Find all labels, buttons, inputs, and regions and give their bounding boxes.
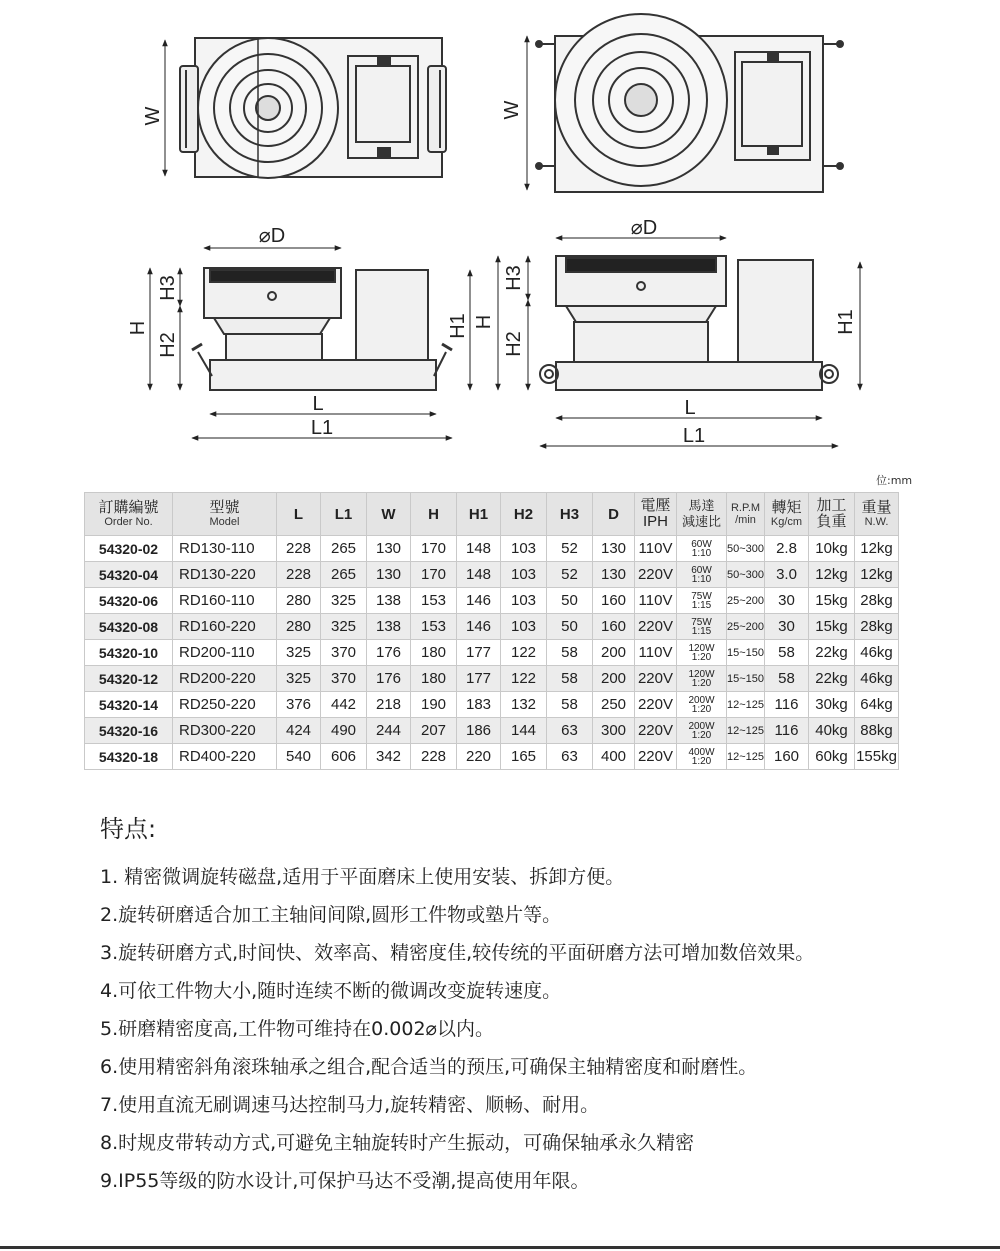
col-header-l1: L1 bbox=[321, 493, 367, 536]
col-header-h2: H2 bbox=[501, 493, 547, 536]
cell-d: 400 bbox=[593, 744, 635, 770]
cell-h3: 63 bbox=[547, 744, 593, 770]
top-view-small bbox=[180, 38, 446, 178]
cell-torque: 116 bbox=[765, 718, 809, 744]
cell-l1: 370 bbox=[321, 666, 367, 692]
cell-l: 376 bbox=[277, 692, 321, 718]
cell-d: 160 bbox=[593, 588, 635, 614]
motor-ratio: 1:15 bbox=[691, 625, 712, 637]
cell-h1: 177 bbox=[457, 640, 501, 666]
cell-h1: 183 bbox=[457, 692, 501, 718]
feature-item: 2.旋转研磨适合加工主轴间间隙,圆形工件物或塾片等。 bbox=[100, 904, 562, 926]
cell-order: 54320-16 bbox=[85, 718, 173, 744]
motor-ratio: 1:20 bbox=[691, 651, 712, 663]
motor-power: 120W bbox=[688, 668, 715, 680]
cell-h: 153 bbox=[411, 588, 457, 614]
cell-l: 280 bbox=[277, 614, 321, 640]
features-title: 特点: bbox=[100, 815, 157, 843]
dim-l-label: L bbox=[312, 393, 324, 415]
cell-h3: 58 bbox=[547, 692, 593, 718]
col-header-voltage: 電壓 IPH bbox=[635, 493, 677, 536]
features-section bbox=[100, 812, 980, 1200]
cell-h3: 63 bbox=[547, 718, 593, 744]
table-header-row bbox=[85, 493, 899, 536]
side-view-small bbox=[192, 268, 452, 390]
cell-h1: 148 bbox=[457, 536, 501, 562]
cell-h: 207 bbox=[411, 718, 457, 744]
col-header-load: 加工 負重 bbox=[809, 493, 855, 536]
cell-l: 280 bbox=[277, 588, 321, 614]
cell-weight: 46kg bbox=[855, 666, 899, 692]
cell-h2: 122 bbox=[501, 666, 547, 692]
cell-l1: 265 bbox=[321, 536, 367, 562]
cell-model: RD200-220 bbox=[173, 666, 277, 692]
table-row bbox=[85, 718, 899, 744]
cell-h3: 58 bbox=[547, 640, 593, 666]
table-row bbox=[85, 588, 899, 614]
col-header-h: H bbox=[411, 493, 457, 536]
cell-h3: 52 bbox=[547, 562, 593, 588]
cell-load: 15kg bbox=[809, 588, 855, 614]
col-header-weight: 重量 N.W. bbox=[855, 493, 899, 536]
motor-power: 400W bbox=[688, 746, 715, 758]
cell-motor bbox=[677, 718, 727, 744]
cell-w: 176 bbox=[367, 640, 411, 666]
motor-ratio: 1:10 bbox=[691, 547, 712, 559]
cell-h3: 52 bbox=[547, 536, 593, 562]
cell-motor bbox=[677, 744, 727, 770]
cell-weight: 12kg bbox=[855, 562, 899, 588]
motor-power: 75W bbox=[691, 590, 712, 602]
cell-motor bbox=[677, 614, 727, 640]
feature-item: 4.可依工件物大小,随时连续不断的微调改变旋转速度。 bbox=[100, 980, 562, 1002]
cell-order: 54320-08 bbox=[85, 614, 173, 640]
dim-l1-label: L1 bbox=[682, 425, 706, 447]
motor-power: 75W bbox=[691, 616, 712, 628]
cell-h2: 122 bbox=[501, 640, 547, 666]
cell-rpm: 12~125 bbox=[727, 692, 765, 718]
cell-motor bbox=[677, 666, 727, 692]
cell-motor bbox=[677, 640, 727, 666]
cell-load: 12kg bbox=[809, 562, 855, 588]
cell-h2: 103 bbox=[501, 562, 547, 588]
cell-torque: 116 bbox=[765, 692, 809, 718]
cell-order: 54320-10 bbox=[85, 640, 173, 666]
cell-torque: 3.0 bbox=[765, 562, 809, 588]
cell-w: 342 bbox=[367, 744, 411, 770]
cell-order: 54320-18 bbox=[85, 744, 173, 770]
cell-w: 176 bbox=[367, 666, 411, 692]
dim-h3-label: H3 bbox=[157, 275, 179, 301]
cell-torque: 58 bbox=[765, 666, 809, 692]
col-header-h1: H1 bbox=[457, 493, 501, 536]
cell-l1: 490 bbox=[321, 718, 367, 744]
cell-w: 138 bbox=[367, 614, 411, 640]
cell-torque: 30 bbox=[765, 614, 809, 640]
col-header-d: D bbox=[593, 493, 635, 536]
cell-weight: 46kg bbox=[855, 640, 899, 666]
cell-l: 228 bbox=[277, 562, 321, 588]
dim-h1-label: H1 bbox=[447, 313, 469, 339]
cell-voltage: 220V bbox=[635, 692, 677, 718]
dim-h-label: H bbox=[473, 314, 495, 330]
cell-w: 130 bbox=[367, 562, 411, 588]
dim-d-label: ⌀D bbox=[630, 217, 658, 239]
table-row bbox=[85, 614, 899, 640]
cell-l1: 606 bbox=[321, 744, 367, 770]
motor-ratio: 1:10 bbox=[691, 573, 712, 585]
cell-h2: 103 bbox=[501, 614, 547, 640]
dim-h2-label: H2 bbox=[503, 331, 525, 357]
cell-order: 54320-02 bbox=[85, 536, 173, 562]
cell-model: RD130-110 bbox=[173, 536, 277, 562]
motor-ratio: 1:20 bbox=[691, 755, 712, 767]
cell-w: 130 bbox=[367, 536, 411, 562]
feature-item: 8.时规皮带转动方式,可避免主轴旋转时产生振动，可确保轴承永久精密 bbox=[100, 1132, 695, 1154]
cell-torque: 2.8 bbox=[765, 536, 809, 562]
cell-weight: 12kg bbox=[855, 536, 899, 562]
cell-rpm: 25~200 bbox=[727, 614, 765, 640]
cell-load: 22kg bbox=[809, 666, 855, 692]
feature-item: 3.旋转研磨方式,时间快、效率高、精密度佳,较传统的平面研磨方法可增加数倍效果。 bbox=[100, 942, 815, 964]
table-row bbox=[85, 640, 899, 666]
cell-h2: 103 bbox=[501, 588, 547, 614]
cell-order: 54320-06 bbox=[85, 588, 173, 614]
cell-rpm: 12~125 bbox=[727, 718, 765, 744]
cell-model: RD160-110 bbox=[173, 588, 277, 614]
cell-load: 60kg bbox=[809, 744, 855, 770]
feature-item: 1. 精密微调旋转磁盘,适用于平面磨床上使用安装、拆卸方便。 bbox=[100, 866, 625, 888]
top-view-large-w-dim bbox=[501, 36, 527, 190]
cell-rpm: 15~150 bbox=[727, 666, 765, 692]
bottom-divider bbox=[0, 1246, 1000, 1249]
cell-h: 180 bbox=[411, 666, 457, 692]
cell-h2: 103 bbox=[501, 536, 547, 562]
table-row bbox=[85, 744, 899, 770]
cell-load: 22kg bbox=[809, 640, 855, 666]
cell-order: 54320-04 bbox=[85, 562, 173, 588]
dim-h2-label: H2 bbox=[157, 332, 179, 358]
table-row bbox=[85, 666, 899, 692]
motor-power: 120W bbox=[688, 642, 715, 654]
cell-h1: 146 bbox=[457, 614, 501, 640]
cell-rpm: 15~150 bbox=[727, 640, 765, 666]
col-header-motor: 馬達 減速比 bbox=[677, 493, 727, 536]
table-row bbox=[85, 692, 899, 718]
cell-w: 138 bbox=[367, 588, 411, 614]
col-header-w: W bbox=[367, 493, 411, 536]
cell-d: 200 bbox=[593, 666, 635, 692]
cell-l1: 370 bbox=[321, 640, 367, 666]
cell-h: 170 bbox=[411, 536, 457, 562]
top-view-small-w-dim bbox=[142, 40, 165, 176]
cell-h: 153 bbox=[411, 614, 457, 640]
col-header-h3: H3 bbox=[547, 493, 593, 536]
cell-l1: 265 bbox=[321, 562, 367, 588]
cell-order: 54320-12 bbox=[85, 666, 173, 692]
cell-voltage: 220V bbox=[635, 614, 677, 640]
col-header-model: 型號 Model bbox=[173, 493, 277, 536]
spec-table bbox=[84, 492, 899, 770]
cell-load: 15kg bbox=[809, 614, 855, 640]
cell-h1: 220 bbox=[457, 744, 501, 770]
motor-power: 200W bbox=[688, 720, 715, 732]
dim-h1-label: H1 bbox=[835, 309, 857, 335]
cell-d: 130 bbox=[593, 536, 635, 562]
cell-rpm: 25~200 bbox=[727, 588, 765, 614]
cell-model: RD160-220 bbox=[173, 614, 277, 640]
technical-drawings bbox=[0, 0, 1000, 470]
cell-h: 180 bbox=[411, 640, 457, 666]
cell-voltage: 220V bbox=[635, 562, 677, 588]
cell-weight: 28kg bbox=[855, 588, 899, 614]
motor-ratio: 1:20 bbox=[691, 703, 712, 715]
dim-d-label: ⌀D bbox=[258, 225, 286, 247]
table-row bbox=[85, 536, 899, 562]
dim-h-label: H bbox=[127, 320, 149, 336]
cell-weight: 64kg bbox=[855, 692, 899, 718]
cell-torque: 58 bbox=[765, 640, 809, 666]
dim-w-label: W bbox=[142, 106, 164, 126]
cell-l1: 325 bbox=[321, 588, 367, 614]
feature-item: 7.使用直流无刷调速马达控制马力,旋转精密、顺畅、耐用。 bbox=[100, 1094, 600, 1116]
table-row bbox=[85, 562, 899, 588]
cell-load: 40kg bbox=[809, 718, 855, 744]
cell-voltage: 220V bbox=[635, 744, 677, 770]
cell-l: 228 bbox=[277, 536, 321, 562]
col-header-order: 訂購編號 Order No. bbox=[85, 493, 173, 536]
motor-ratio: 1:20 bbox=[691, 677, 712, 689]
cell-h1: 146 bbox=[457, 588, 501, 614]
col-header-rpm: R.P.M /min bbox=[727, 493, 765, 536]
cell-l: 325 bbox=[277, 666, 321, 692]
cell-h3: 58 bbox=[547, 666, 593, 692]
cell-h2: 132 bbox=[501, 692, 547, 718]
cell-d: 160 bbox=[593, 614, 635, 640]
cell-h1: 148 bbox=[457, 562, 501, 588]
cell-model: RD200-110 bbox=[173, 640, 277, 666]
cell-h3: 50 bbox=[547, 588, 593, 614]
cell-weight: 28kg bbox=[855, 614, 899, 640]
cell-order: 54320-14 bbox=[85, 692, 173, 718]
cell-h: 170 bbox=[411, 562, 457, 588]
motor-power: 60W bbox=[691, 538, 712, 550]
cell-motor bbox=[677, 536, 727, 562]
dim-l-label: L bbox=[684, 397, 696, 419]
cell-h1: 177 bbox=[457, 666, 501, 692]
cell-d: 200 bbox=[593, 640, 635, 666]
cell-h3: 50 bbox=[547, 614, 593, 640]
unit-note: 位:mm bbox=[876, 474, 913, 487]
cell-l: 424 bbox=[277, 718, 321, 744]
cell-torque: 160 bbox=[765, 744, 809, 770]
motor-power: 60W bbox=[691, 564, 712, 576]
cell-motor bbox=[677, 562, 727, 588]
col-header-l: L bbox=[277, 493, 321, 536]
motor-power: 200W bbox=[688, 694, 715, 706]
feature-item: 9.IP55等级的防水设计,可保护马达不受潮,提高使用年限。 bbox=[100, 1170, 590, 1192]
cell-load: 10kg bbox=[809, 536, 855, 562]
cell-torque: 30 bbox=[765, 588, 809, 614]
cell-l: 325 bbox=[277, 640, 321, 666]
cell-motor bbox=[677, 588, 727, 614]
cell-model: RD300-220 bbox=[173, 718, 277, 744]
dim-h3-label: H3 bbox=[503, 265, 525, 291]
cell-rpm: 12~125 bbox=[727, 744, 765, 770]
dim-l1-label: L1 bbox=[310, 417, 334, 439]
cell-model: RD130-220 bbox=[173, 562, 277, 588]
cell-rpm: 50~300 bbox=[727, 562, 765, 588]
cell-model: RD250-220 bbox=[173, 692, 277, 718]
cell-h2: 165 bbox=[501, 744, 547, 770]
cell-h2: 144 bbox=[501, 718, 547, 744]
cell-rpm: 50~300 bbox=[727, 536, 765, 562]
cell-voltage: 110V bbox=[635, 536, 677, 562]
cell-d: 130 bbox=[593, 562, 635, 588]
cell-voltage: 110V bbox=[635, 588, 677, 614]
cell-motor bbox=[677, 692, 727, 718]
cell-l1: 325 bbox=[321, 614, 367, 640]
cell-h: 228 bbox=[411, 744, 457, 770]
cell-weight: 155kg bbox=[855, 744, 899, 770]
col-header-torque: 轉矩 Kg/cm bbox=[765, 493, 809, 536]
cell-h: 190 bbox=[411, 692, 457, 718]
cell-d: 250 bbox=[593, 692, 635, 718]
features-list bbox=[100, 858, 980, 1200]
cell-h1: 186 bbox=[457, 718, 501, 744]
cell-w: 218 bbox=[367, 692, 411, 718]
cell-w: 244 bbox=[367, 718, 411, 744]
motor-ratio: 1:20 bbox=[691, 729, 712, 741]
motor-ratio: 1:15 bbox=[691, 599, 712, 611]
feature-item: 6.使用精密斜角滚珠轴承之组合,配合适当的预压,可确保主轴精密度和耐磨性。 bbox=[100, 1056, 758, 1078]
top-view-large bbox=[536, 14, 843, 192]
cell-load: 30kg bbox=[809, 692, 855, 718]
cell-d: 300 bbox=[593, 718, 635, 744]
feature-item: 5.研磨精密度高,工件物可维持在0.002⌀以内。 bbox=[100, 1018, 495, 1040]
cell-voltage: 220V bbox=[635, 718, 677, 744]
cell-voltage: 110V bbox=[635, 640, 677, 666]
cell-model: RD400-220 bbox=[173, 744, 277, 770]
dim-w-label: W bbox=[501, 100, 523, 120]
side-view-large bbox=[540, 256, 838, 390]
cell-weight: 88kg bbox=[855, 718, 899, 744]
cell-voltage: 220V bbox=[635, 666, 677, 692]
cell-l1: 442 bbox=[321, 692, 367, 718]
cell-l: 540 bbox=[277, 744, 321, 770]
